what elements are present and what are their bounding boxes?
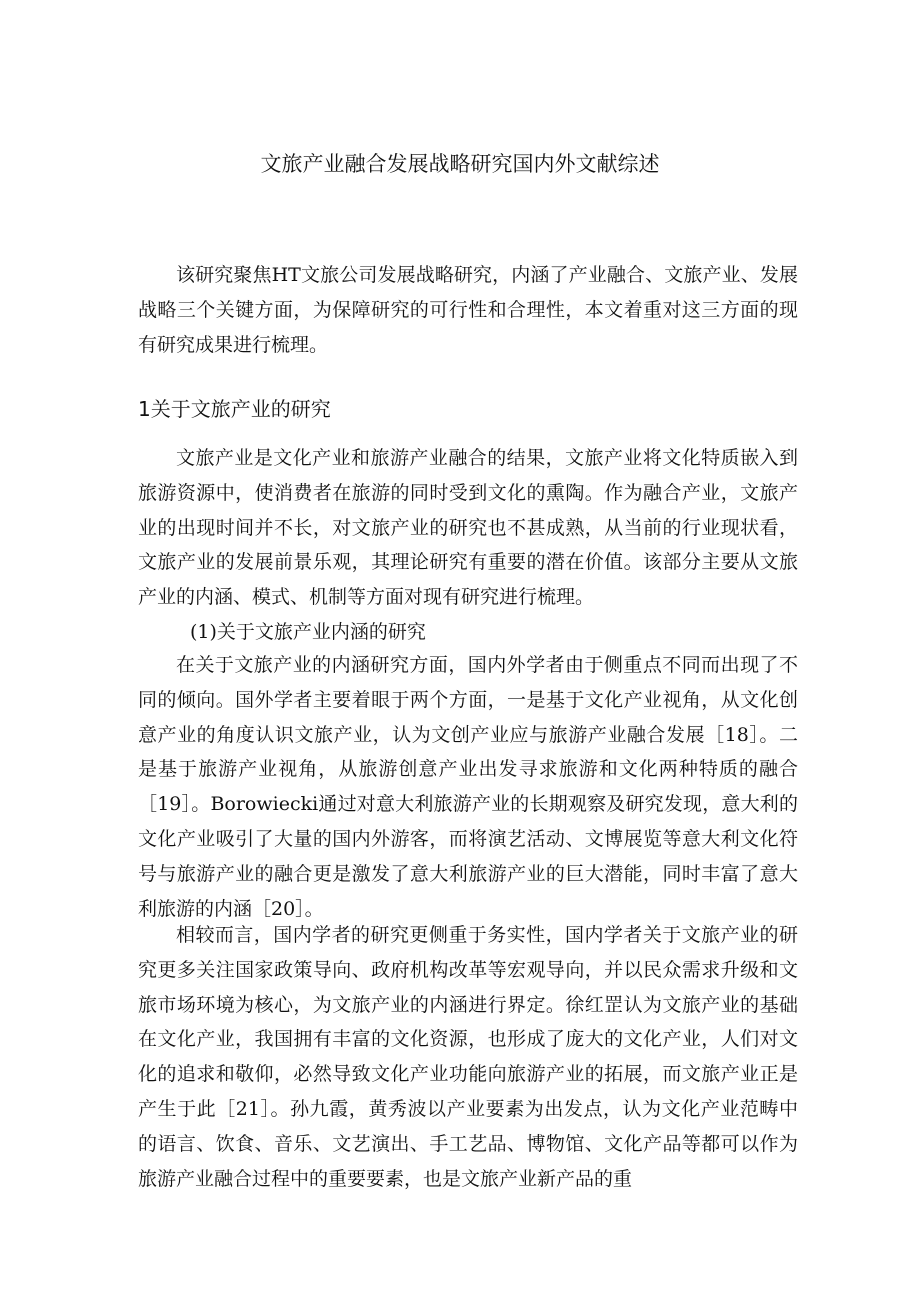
section-heading: 1关于文旅产业的研究 [138,397,331,421]
section-paragraph: 在关于文旅产业的内涵研究方面，国内外学者由于侧重点不同而出现了不同的倾向。国外学者主要着眼于两个方面，一是基于文化产业视角，从文化创意产业的角度认识文旅产业，认为文创产业应与旅游产业融合发展［18］。二是基于旅游产业视角，从旅游创意产业出发寻求旅游和文化两种特质的融合［19］。Borowiecki通过对意大利旅游产业的长期观察及研究发现，意大利的文化产业吸引了大量的国内外游客，而将演艺活动、文博展览等意大利文化符号与旅游产业的融合更是激发了意大利旅游产业的巨大潜能，同时丰富了意大利旅游的内涵［20］。 [138,654,798,920]
section-paragraph: 文旅产业是文化产业和旅游产业融合的结果，文旅产业将文化特质嵌入到旅游资源中，使消费者在旅游的同时受到文化的熏陶。作为融合产业，文旅产业的出现时间并不长，对文旅产业的研究也不甚成熟，从当前的行业现状看，文旅产业的发展前景乐观，其理论研究有重要的潜在价值。该部分主要从文旅产业的内涵、模式、机制等方面对现有研究进行梳理。 [138,447,798,609]
document-title: 文旅产业融合发展战略研究国内外文献综述 [260,152,660,176]
subsection-heading: (1)关于文旅产业内涵的研究 [190,621,426,643]
section-paragraph: 相较而言，国内学者的研究更侧重于务实性，国内学者关于文旅产业的研究更多关注国家政策导向、政府机构改革等宏观导向，并以民众需求升级和文旅市场环境为核心，为文旅产业的内涵进行界定。徐红罡认为文旅产业的基础在文化产业，我国拥有丰富的文化资源，也形成了庞大的文化产业，人们对文化的追求和敬仰，必然导致文化产业功能向旅游产业的拓展，而文旅产业正是产生于此［21］。孙九霞，黄秀波以产业要素为出发点，认为文化产业范畴中的语言、饮食、音乐、文艺演出、手工艺品、博物馆、文化产品等都可以作为旅游产业融合过程中的重要要素，也是文旅产业新产品的重 [138,924,798,1190]
intro-paragraph: 该研究聚焦HT文旅公司发展战略研究，内涵了产业融合、文旅产业、发展战略三个关键方面，为保障研究的可行性和合理性，本文着重对这三方面的现有研究成果进行梳理。 [138,264,798,356]
